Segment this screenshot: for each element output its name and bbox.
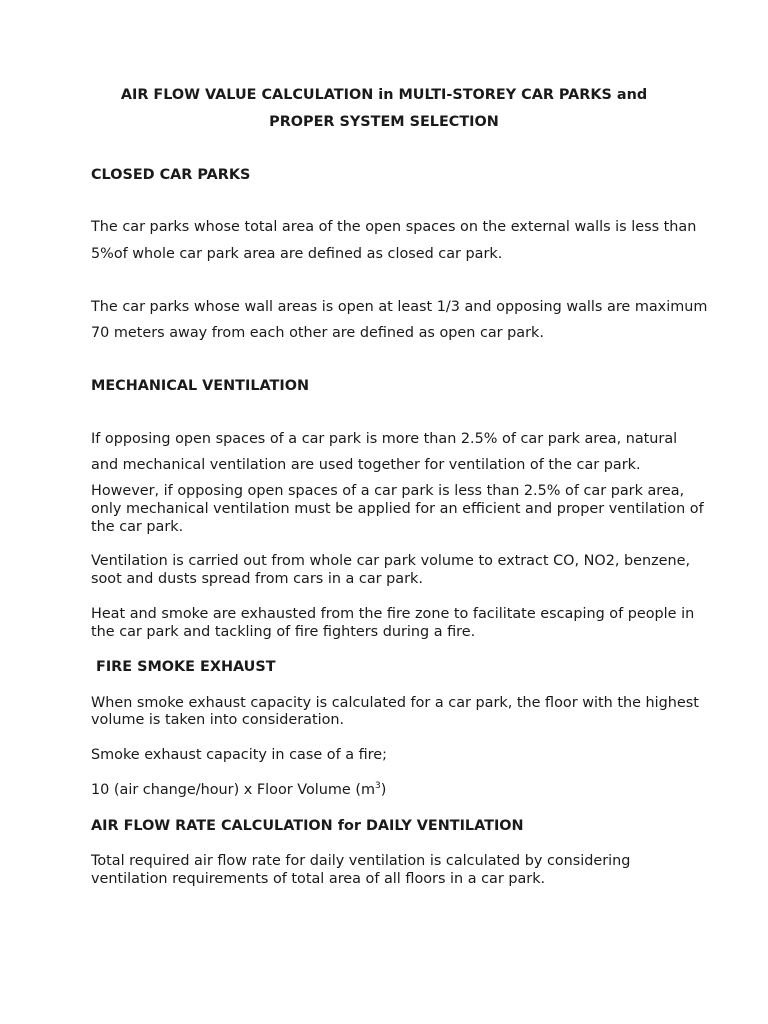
formula-superscript: 3 [374,781,381,791]
smoke-exhaust-formula [91,781,386,799]
formula-close: ) [380,782,387,798]
paragraph-line: the car park. [91,519,184,535]
document-title-line-1: AIR FLOW VALUE CALCULATION in MULTI-STOREY CAR PARKS and [120,87,648,103]
paragraph-line: The car parks whose total area of the open spaces on the external walls is less than [91,219,697,235]
section-heading-mechanical-ventilation: MECHANICAL VENTILATION [91,378,309,394]
section-heading-air-flow-rate: AIR FLOW RATE CALCULATION for DAILY VENTILATION [91,818,524,834]
paragraph-line: only mechanical ventilation must be applied for an efficient and proper ventilation of [91,501,704,517]
formula-text: 10 (air change/hour) x Floor Volume (m [91,782,375,798]
paragraph-line: If opposing open spaces of a car park is more than 2.5% of car park area, natural [91,431,678,447]
paragraph-line: and mechanical ventilation are used together for ventilation of the car park. [91,457,641,473]
paragraph-line: The car parks whose wall areas is open at least 1/3 and opposing walls are maximum [91,299,708,315]
paragraph-line: 70 meters away from each other are defined as open car park. [91,325,544,341]
paragraph-line: the car park and tackling of fire fighters during a fire. [91,624,476,640]
section-heading-fire-smoke-exhaust: FIRE SMOKE EXHAUST [96,659,276,675]
paragraph-line: 5%of whole car park area are defined as closed car park. [91,246,503,262]
paragraph-line: Smoke exhaust capacity in case of a fire; [91,747,387,763]
paragraph-line: However, if opposing open spaces of a car park is less than 2.5% of car park area, [91,483,685,499]
paragraph-line: Heat and smoke are exhausted from the fire zone to facilitate escaping of people in [91,606,695,622]
paragraph-line: volume is taken into consideration. [91,712,345,728]
document-title-line-2: PROPER SYSTEM SELECTION [269,114,499,130]
paragraph-line: soot and dusts spread from cars in a car park. [91,571,423,587]
paragraph-line: Total required air flow rate for daily ventilation is calculated by considering [91,853,631,869]
paragraph-line: Ventilation is carried out from whole car park volume to extract CO, NO2, benzene, [91,553,691,569]
paragraph-line: ventilation requirements of total area of all floors in a car park. [91,871,546,887]
paragraph-line: When smoke exhaust capacity is calculated for a car park, the floor with the highest [91,695,699,711]
section-heading-closed-car-parks: CLOSED CAR PARKS [91,167,251,183]
